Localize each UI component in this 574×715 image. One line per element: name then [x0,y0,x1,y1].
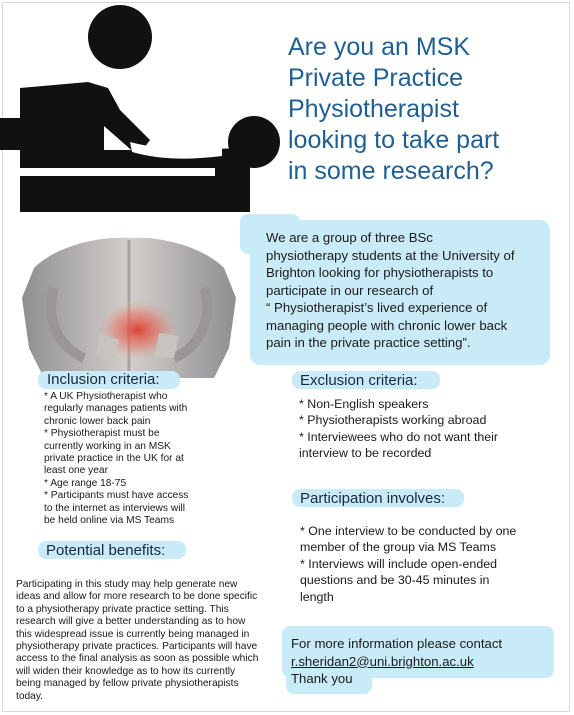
participation-line: questions and be 30-45 minutes in [300,573,490,588]
back-pain-photo [14,228,244,378]
inclusion-line: be held online via MS Teams [44,515,175,527]
headline-line: in some research? [288,157,494,185]
benefits-heading: Potential benefits: [46,542,166,559]
participation-line: * One interview to be conducted by one [300,524,517,538]
inclusion-line: currently working in an MSK [44,440,171,452]
exclusion-list [299,396,498,462]
exclusion-heading: Exclusion criteria: [300,372,418,389]
headline-line: Are you an MSK [288,33,471,61]
benefits-text [16,579,258,703]
headline-line: Private Practice [288,64,464,92]
inclusion-line: regularly manages patients with [44,403,188,415]
inclusion-line: least one year [44,465,108,477]
benefits-line: access to the final analysis as soon as possible which [16,653,259,665]
exclusion-line: interview to be recorded [299,446,432,461]
headline [288,32,568,187]
intro-line: Brighton looking for physiotherapists to [266,265,494,280]
inclusion-line: to the internet as interviews will [44,502,185,514]
inclusion-heading: Inclusion criteria: [47,371,160,388]
inclusion-list [44,391,188,527]
benefits-line: physiotherapy private practices. Participants will have [16,641,258,653]
exclusion-line: * Physiotherapists working abroad [299,413,487,428]
intro-line: participate in our research of [266,282,434,298]
inclusion-line: chronic lower back pain [44,415,151,427]
headline-line: Physiotherapist [288,95,459,123]
benefits-line: will widen their knowledge as to how its currently [16,665,236,677]
participation-line: member of the group via MS Teams [300,540,497,555]
benefits-line: Participating in this study may help generate new [16,579,238,590]
participation-line: * Interviews will include open-ended [300,556,497,571]
contact-thanks: Thank you [291,671,353,686]
intro-line: physiotherapy students at the University of [266,247,515,263]
therapist-head-icon [88,5,152,69]
participation-line: length [300,589,334,604]
intro-text [266,229,551,352]
intro-line: We are a group of three BSc [266,230,433,245]
intro-line: managing people with chronic lower back [266,317,508,333]
contact-block [291,635,502,688]
contact-line: For more information please contact [291,636,503,651]
inclusion-line: private practice in the UK for at [44,453,184,465]
intro-line: pain in the private practice setting”. [266,335,471,350]
exclusion-line: * Non-English speakers [299,397,429,411]
benefits-line: this widespread issue is currently being managed in [16,628,250,640]
benefits-line: to a physiotherapy private practice setting. This [16,603,229,615]
patient-head-icon [228,116,280,168]
participation-heading: Participation involves: [300,490,446,507]
benefits-line: research will give a better understanding as to how [16,616,246,628]
massage-icon [0,0,280,215]
inclusion-line: * Participants must have access [44,490,189,502]
participation-list [300,523,516,605]
benefits-line: ideas and allow for more research to be done specific [16,591,258,603]
exclusion-line: * Interviewees who do not want their [299,429,499,444]
intro-line: “ Physiotherapist’s lived experience of [266,300,488,315]
inclusion-line: * Age range 18-75 [44,477,127,489]
inclusion-line: * Physiotherapist must be [44,428,160,440]
benefits-line: today. [16,690,43,702]
contact-email-link[interactable]: r.sheridan2@uni.brighton.ac.uk [291,653,474,669]
headline-line: looking to take part [288,126,500,154]
inclusion-line: * A UK Physiotherapist who [44,391,168,402]
benefits-line: being managed by fellow private physiotherapists [16,678,239,690]
